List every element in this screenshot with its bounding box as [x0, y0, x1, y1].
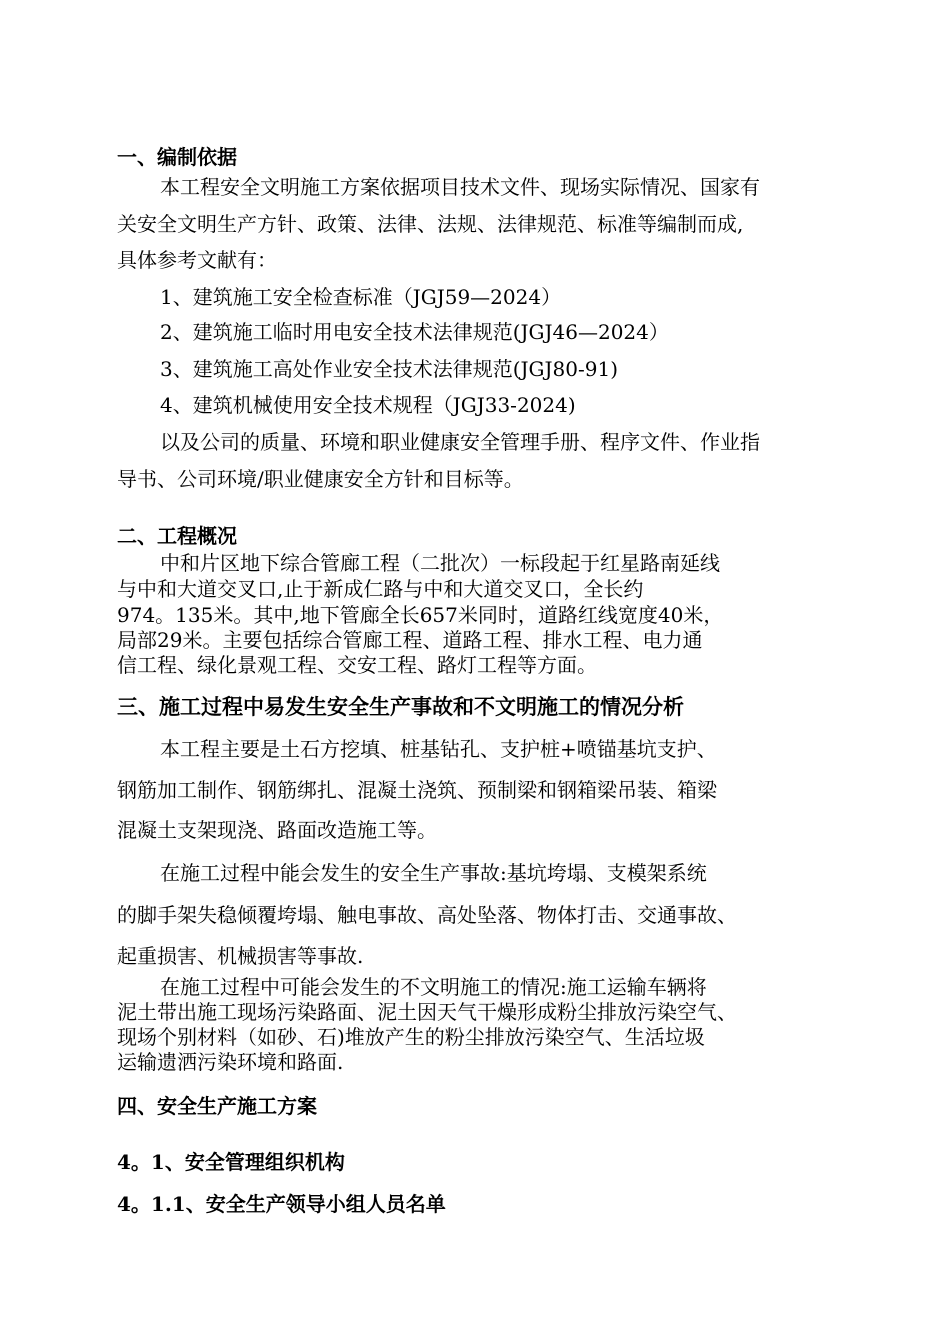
paragraph-line: 混凝土支架现浇、路面改造施工等。	[117, 818, 437, 842]
paragraph-line: 具体参考文献有：	[117, 248, 277, 272]
paragraph-line: 运输遗洒污染环境和路面.	[117, 1050, 344, 1074]
reference-item: 2、建筑施工临时用电安全技术法律规范(JGJ46—2024）	[160, 320, 669, 344]
paragraph-line: 中和片区地下综合管廊工程（二批次）一标段起于红星路南延线	[160, 551, 720, 575]
paragraph-line: 的脚手架失稳倾覆垮塌、触电事故、高处坠落、物体打击、交通事故、	[117, 903, 737, 927]
paragraph-line: 在施工过程中能会发生的安全生产事故:基坑垮塌、支模架系统	[160, 861, 707, 885]
subsection-heading: 4。1.1、安全生产领导小组人员名单	[117, 1192, 446, 1216]
subsection-heading: 4。1、安全管理组织机构	[117, 1150, 345, 1174]
paragraph-line: 信工程、绿化景观工程、交安工程、路灯工程等方面。	[117, 653, 597, 677]
section-heading-plan: 四、安全生产施工方案	[117, 1094, 317, 1118]
paragraph-line: 在施工过程中可能会发生的不文明施工的情况:施工运输车辆将	[160, 975, 707, 999]
section-heading-analysis: 三、施工过程中易发生安全生产事故和不文明施工的情况分析	[117, 694, 684, 719]
section-heading-basis: 一、编制依据	[117, 145, 237, 169]
paragraph-line: 本工程主要是土石方挖填、桩基钻孔、支护桩+喷锚基坑支护、	[160, 737, 717, 761]
reference-item: 1、建筑施工安全检查标准（JGJ59—2024）	[160, 285, 562, 309]
section-heading-overview: 二、工程概况	[117, 524, 237, 548]
paragraph-line: 泥土带出施工现场污染路面、泥土因天气干燥形成粉尘排放污染空气、	[117, 1000, 737, 1024]
paragraph-line: 以及公司的质量、环境和职业健康安全管理手册、程序文件、作业指	[160, 430, 760, 454]
reference-item: 4、建筑机械使用安全技术规程（JGJ33-2024)	[160, 393, 576, 417]
paragraph-line: 导书、公司环境/职业健康安全方针和目标等。	[117, 467, 524, 491]
reference-item: 3、建筑施工高处作业安全技术法律规范(JGJ80-91)	[160, 357, 618, 381]
paragraph-line: 起重损害、机械损害等事故.	[117, 944, 364, 968]
paragraph-line: 现场个别材料（如砂、石)堆放产生的粉尘排放污染空气、生活垃圾	[117, 1025, 705, 1049]
paragraph-line: 974。135米。其中,地下管廊全长657米同时，道路红线宽度40米，	[117, 603, 724, 627]
paragraph-line: 局部29米。主要包括综合管廊工程、道路工程、排水工程、电力通	[117, 628, 703, 652]
paragraph-line: 与中和大道交叉口,止于新成仁路与中和大道交叉口，全长约	[117, 577, 644, 601]
paragraph-line: 本工程安全文明施工方案依据项目技术文件、现场实际情况、国家有	[160, 175, 760, 199]
paragraph-line: 关安全文明生产方针、政策、法律、法规、法律规范、标准等编制而成,	[117, 212, 744, 236]
paragraph-line: 钢筋加工制作、钢筋绑扎、混凝土浇筑、预制梁和钢箱梁吊装、箱梁	[117, 778, 717, 802]
